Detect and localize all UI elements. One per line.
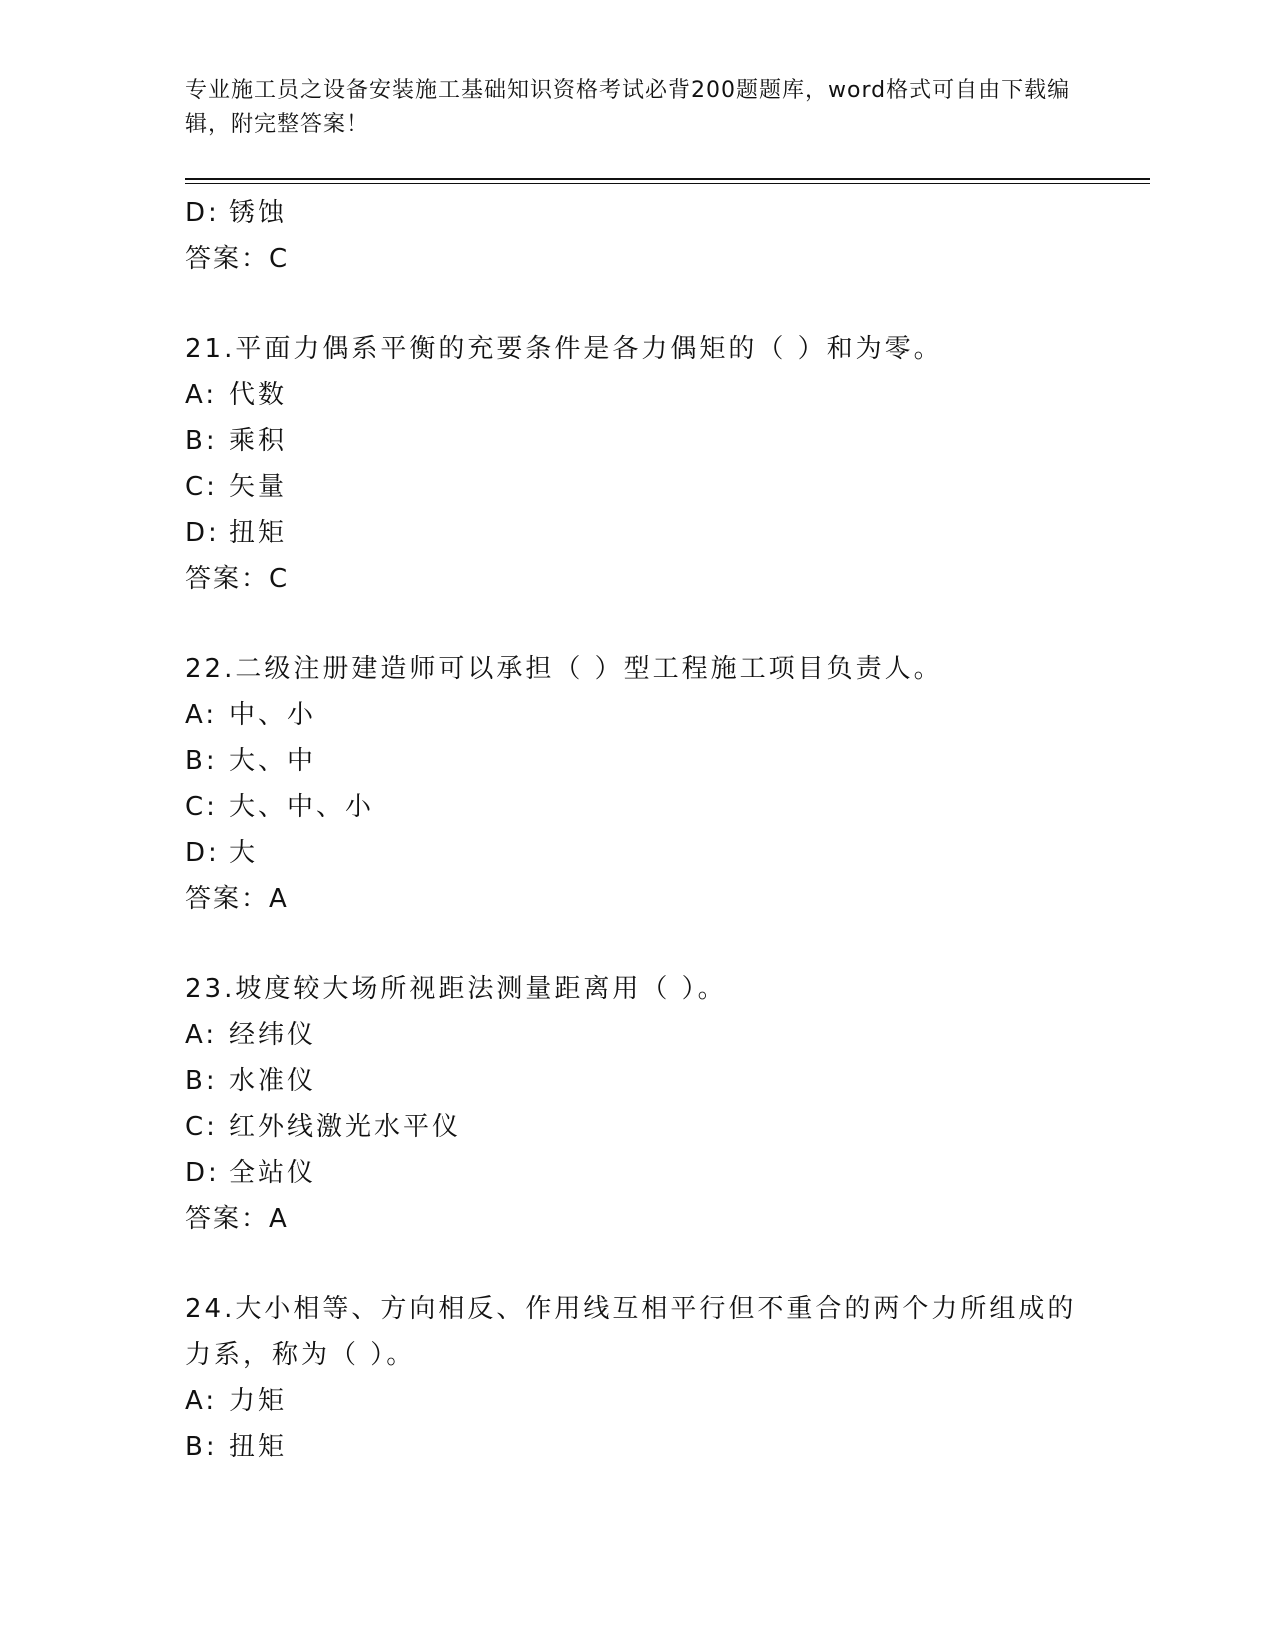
option-row [185,830,1105,876]
option-row [185,1104,1105,1150]
option-row [185,190,1105,236]
option-row [185,784,1105,830]
option-key: D: [185,198,220,228]
option-row [185,1424,1105,1470]
option-text: 水准仪 [229,1066,317,1096]
question-text: 24.大小相等、方向相反、作用线互相平行但不重合的两个力所组成的力系，称为（ ）。 [185,1294,1077,1370]
option-key: B: [185,1066,218,1096]
option-key: B: [185,1432,218,1462]
answer-line: 答案：A [185,1204,289,1234]
spacer [185,282,1105,326]
option-text: 矢量 [229,472,288,502]
option-row [185,1012,1105,1058]
option-text: 经纬仪 [229,1020,317,1050]
option-key: D: [185,1158,220,1188]
option-text: 扭矩 [229,518,288,548]
option-key: B: [185,426,218,456]
header-divider-thin [185,183,1150,184]
option-row [185,738,1105,784]
page-header-title: 专业施工员之设备安装施工基础知识资格考试必背200题题库，word格式可自由下载编辑，附完整答案！ [185,78,1071,137]
option-key: A: [185,380,218,410]
option-row [185,372,1105,418]
option-text: 扭矩 [229,1432,288,1462]
option-row [185,1150,1105,1196]
option-key: A: [185,1386,218,1416]
option-key: B: [185,746,218,776]
option-row [185,1378,1105,1424]
option-row [185,692,1105,738]
option-key: C: [185,792,218,822]
answer-line: 答案：C [185,244,290,274]
answer-line: 答案：A [185,884,289,914]
question-list [185,190,1105,1470]
option-text: 锈蚀 [229,198,288,228]
question-text: 22.二级注册建造师可以承担（ ）型工程施工项目负责人。 [185,654,943,684]
option-key: D: [185,838,220,868]
option-text: 红外线激光水平仪 [229,1112,462,1142]
option-text: 全站仪 [229,1158,317,1188]
option-text: 大、中、小 [229,792,375,822]
question-text: 23.坡度较大场所视距法测量距离用（ ）。 [185,974,727,1004]
header-divider-thick [185,178,1150,180]
option-key: A: [185,700,218,730]
spacer [185,1242,1105,1286]
spacer [185,922,1105,966]
option-key: A: [185,1020,218,1050]
option-key: C: [185,1112,218,1142]
option-row [185,464,1105,510]
option-row [185,510,1105,556]
spacer [185,602,1105,646]
option-row [185,1058,1105,1104]
option-text: 乘积 [229,426,288,456]
option-text: 力矩 [229,1386,288,1416]
option-row [185,418,1105,464]
option-text: 代数 [229,380,288,410]
option-text: 中、小 [229,700,317,730]
option-key: C: [185,472,218,502]
question-text: 21.平面力偶系平衡的充要条件是各力偶矩的（ ）和为零。 [185,334,943,364]
option-text: 大、中 [229,746,317,776]
option-key: D: [185,518,220,548]
option-text: 大 [229,838,259,868]
answer-line: 答案：C [185,564,290,594]
